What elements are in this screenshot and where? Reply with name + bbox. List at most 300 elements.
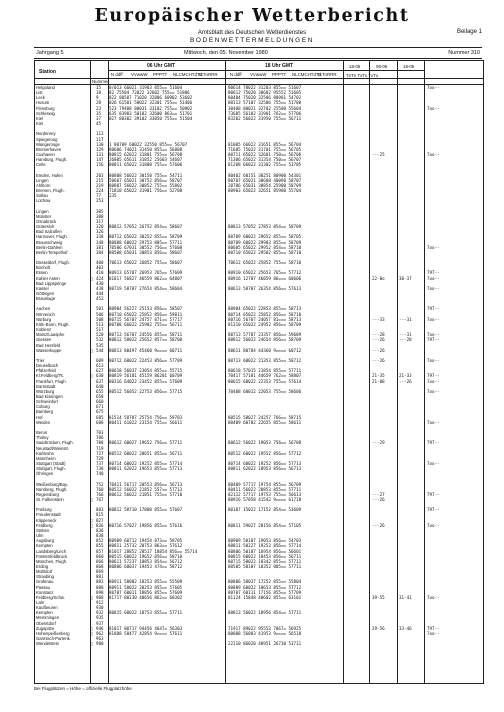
obs06-code: 80316 64022 23452 855== 57609	[109, 378, 183, 384]
station-name: Bad Hersfeld	[36, 342, 61, 348]
station-number: 317	[96, 218, 104, 224]
station-name: Kl.Feldberg/Ts.	[36, 373, 64, 379]
station-number: 131	[96, 151, 104, 157]
station-name: Kahler Asten	[36, 275, 60, 281]
temp-06-06: ---26	[372, 357, 385, 363]
header-divider	[108, 70, 425, 71]
obs06-code: 80712 65022 30252 855== 58709	[109, 234, 183, 240]
obs06-code: 80911 58002 18253 855== 55509	[109, 579, 183, 585]
obs18-code: 80811 62022 18953 856== 56713	[228, 466, 302, 472]
obs06-code: 81017 28852 28517 18854 856== 55714	[109, 548, 198, 554]
obs06-col-ppp: PPPTT	[153, 72, 168, 77]
remark: 7oo--	[427, 275, 440, 281]
station-number: 838	[96, 533, 104, 539]
remark: 797--	[427, 491, 440, 497]
station-name: Memmingen	[36, 615, 60, 621]
station-name: List	[36, 90, 43, 96]
obs06-code: 81817 56827 46559 862== 64807	[109, 275, 183, 281]
station-name: Braunschweig	[36, 239, 63, 245]
remark: 7oo--	[427, 85, 440, 90]
station-name: Giessen	[36, 337, 52, 343]
station-number: 147	[96, 157, 104, 163]
obs06-col-tx: TxTnRRR	[198, 72, 218, 77]
station-number: 18	[96, 90, 102, 96]
station-number: 912	[96, 600, 104, 605]
station-header: Station	[39, 69, 56, 75]
station-name: Kempten	[36, 610, 53, 616]
obs18-code: 80808 56003 41953 9==== 56510	[228, 630, 302, 636]
obs06-code: 82 75504 72022 32602 755== 51806	[109, 90, 190, 96]
station-number: 609	[96, 357, 104, 363]
station-name: Hamburg, Flugh.	[36, 157, 68, 163]
obs06-col-cloud: NLCMCHTdTd	[173, 72, 203, 77]
mountain-marker: □	[90, 497, 93, 502]
station-number: 706	[96, 435, 104, 441]
obs06-code: 80815 62022 31801 755== 56708	[109, 151, 183, 157]
station-name: Osnabrück	[36, 218, 57, 224]
obs18-code: 80709 60022 29903 855== 58709	[228, 239, 302, 245]
station-number: 224	[96, 188, 104, 193]
obs18-code: 80612 75020 30602 95552 51605	[228, 90, 302, 96]
obs06-code: 80812 58022 25652 857== 58708	[109, 337, 183, 343]
t1-header: 18-06	[349, 64, 361, 69]
station-number: 946	[96, 625, 104, 631]
station-number: 338	[96, 234, 104, 240]
obs18-header: 18 Uhr GMT	[265, 63, 294, 69]
obs18-code: 80613 58707 26354 856== 57613	[228, 285, 302, 291]
obs06-code: 80512 56052 22753 856== 57715	[109, 388, 183, 394]
station-number: 403	[96, 265, 104, 271]
obs18-code: 70612 65022 25852 755== 58710	[228, 260, 302, 266]
station-name: Frankfurt, Flugh.	[36, 378, 67, 384]
obs06-code: 022 80507 71020 32806 60902 53602	[109, 95, 193, 101]
station-name: Wangerooge	[36, 141, 60, 147]
station-name: Münster	[36, 213, 52, 219]
station-number: 658	[96, 394, 104, 399]
station-name: Gütersloh	[36, 224, 55, 230]
obs06-code: 235	[109, 193, 117, 199]
obs06-code: 80904 56227 25153 856== 58507	[109, 306, 183, 312]
station-name: Göttingen	[36, 291, 55, 296]
station-name: Schleswig	[36, 110, 55, 116]
station-name: Husum	[36, 100, 50, 106]
obs06-code: 80508 65031 30853 856== 58607	[109, 249, 183, 255]
remark: 7oo--	[427, 244, 440, 250]
station-number: 532	[96, 337, 104, 343]
station-name: Hohenpeißenberg	[36, 630, 70, 636]
obs18-code: 80113 57107 32506 755== 51708	[228, 100, 302, 106]
mountain-marker: □	[90, 630, 93, 636]
obs18-code: 80806 58037 17252 855== 55804	[228, 579, 302, 585]
report-subtitle: Amtsblatt des Deutschen Wetterdienstes	[197, 30, 307, 36]
station-number: 28	[96, 100, 102, 106]
station-number: 729	[96, 455, 104, 461]
temp-06-06: ---28	[372, 332, 385, 338]
station-number: 908	[96, 594, 104, 600]
station-name: Lüchow	[36, 198, 51, 204]
station-name: Lahr	[36, 600, 45, 605]
obs06-code: 80808 60022 29753 805== 57711	[109, 239, 183, 245]
station-number: 935	[96, 615, 104, 621]
obs18-code: 20706 65031 30854 25900 58709	[228, 182, 302, 188]
obs06-code: 80612 56022 21851 755== 57710	[109, 491, 183, 497]
obs06-code: 71818 65022 31901 756== 52708	[109, 188, 183, 193]
obs06-code: 80808 56022 30150 755== 54711	[109, 172, 183, 178]
obs18-code: 80909 50107 19053 856== 54703	[228, 538, 302, 544]
station-name: Karlsruhe	[36, 450, 54, 456]
station-number: 932	[96, 610, 104, 616]
station-number: 508	[96, 316, 104, 322]
station-name: Hannover, Flugh.	[36, 234, 68, 240]
station-number: 506	[96, 311, 104, 317]
station-name: Freiburg	[36, 507, 52, 513]
obs18-code: 80910 65022 25653 765== 57712	[228, 270, 302, 276]
obs06-code: 635 83903 50102 32600 863== 51701	[109, 110, 193, 116]
station-number: 430	[96, 280, 104, 286]
mountain-marker: □	[90, 641, 93, 647]
obs06-code: 80611 57237 18853 854== 56712	[109, 558, 183, 564]
station-number: 881	[96, 574, 104, 580]
remark: 7oo--	[427, 460, 440, 466]
station-number: 640	[96, 383, 104, 389]
station-number: 827	[96, 517, 104, 523]
station-number: 719	[96, 445, 104, 451]
obs06-code: 80606 74021 31450 855== 56808	[109, 146, 183, 152]
station-name: Neustadt/Weinstr.	[36, 445, 69, 451]
issue-number: Nummer 310	[448, 49, 480, 56]
station-number: 381	[96, 244, 104, 250]
report-title: Europäischer Wetterbericht	[94, 6, 410, 26]
obs18-code: 80605 65022 29952 854== 58710	[228, 244, 302, 250]
station-number: 630	[96, 373, 104, 379]
station-number: 930	[96, 605, 104, 611]
mountain-marker: □	[90, 275, 93, 281]
obs18-code: 71306 65022 31354 750== 56707	[228, 157, 302, 163]
obs06-code: 80811 62022 19653 855== 57713	[109, 466, 183, 472]
station-number: 937	[96, 620, 104, 626]
obs06-code: 80913 65707 26953 765== 57609	[109, 270, 183, 276]
remark: 7oo--	[427, 522, 440, 528]
obs18-code: 80809 60022 18653 855== 57712	[228, 584, 302, 590]
station-name: Stuttgart (Stadt)	[36, 460, 66, 466]
station-number: 520	[96, 332, 104, 338]
station-number: 400	[96, 260, 104, 266]
obs06-code: 80806 60037 19453 474== 58712	[109, 563, 183, 569]
station-number: 655	[96, 388, 104, 394]
obs18-code: 80710 65022 29502 855== 58710	[228, 249, 302, 255]
t3-header: 18-06	[403, 64, 415, 69]
station-number: 738	[96, 466, 104, 472]
obs06-code: 70506 67031 30552 756== 57608	[109, 244, 183, 250]
station-name: Bad Kissingen	[36, 394, 63, 399]
obs18-col-ppp: PPPTT	[272, 72, 287, 77]
obs18-code: 80714 60022 19252 856== 57713	[228, 460, 302, 466]
issue-info-bar	[34, 47, 482, 59]
station-number: 857	[96, 548, 104, 554]
station-name: Augsburg	[36, 538, 54, 544]
station-number: 613	[96, 363, 104, 369]
obs18-code: 80815 60022 18453 856== 56711	[228, 553, 302, 559]
station-name: Berlin-Dahlem	[36, 244, 63, 250]
obs06-code: 80812 58710 17800 855== 57607	[109, 507, 183, 513]
station-name: Garmisch-Partenk.	[36, 636, 71, 642]
obs18-code: 30408 80021 32702 25500 55604	[228, 105, 302, 111]
station-number: 156	[96, 162, 104, 168]
station-name: Fürstenfeldbruck	[36, 553, 68, 559]
station-number: 855	[96, 543, 104, 549]
station-number: 688	[96, 419, 104, 425]
station-name: Würzburg	[36, 388, 55, 394]
obs18-code: 80713 57707 23357 856== 59609	[228, 332, 302, 338]
station-number: 852	[96, 538, 104, 544]
obs18-code: 80811 50227 19253 856== 57714	[228, 543, 302, 549]
station-name: Kassel	[36, 285, 49, 291]
station-number: 23	[96, 105, 102, 111]
station-number: 637	[96, 378, 104, 384]
station-name: Cuxhaven	[36, 151, 55, 157]
mountain-marker: □	[90, 625, 93, 631]
obs18-code: 80615 60022 22353 755== 57614	[228, 378, 302, 384]
station-name: Bad Salzuflen	[36, 229, 62, 235]
remark: 7oo--	[427, 378, 440, 384]
station-name: Koblenz	[36, 327, 52, 333]
nummer-header: Nummer	[92, 79, 109, 84]
obs18-code: 81124 15848 40602 855== 63101	[228, 594, 302, 600]
remark: 7oo--	[427, 388, 440, 394]
station-name: Bad Lippspringe	[36, 280, 67, 286]
obs06-code: 80716 57027 19856 855== 57616	[109, 522, 183, 528]
obs06-header: 06 Uhr GMT	[147, 63, 176, 69]
station-number: 980	[96, 641, 104, 647]
obs06-code: 80612 60027 19652 756== 57711	[109, 440, 183, 446]
station-number: 9	[96, 95, 99, 101]
station-name: Soltau	[36, 193, 48, 199]
obs18-code: 80611 80784 44360 9==== 60712	[228, 347, 302, 353]
obs06-code: 50607 65021 30752 856== 58707	[109, 177, 183, 183]
obs18-code: 80505 58107 18352 885== 57711	[228, 563, 302, 569]
obs06-code: 81514 58707 25754 756== 59703	[109, 414, 183, 420]
obs18-code: 80811 59027 20156 854== 57105	[228, 522, 302, 528]
station-name: Norderney	[36, 131, 56, 137]
station-name: Kiel	[36, 121, 43, 127]
obs06-code: 80911 58022 20253 855== 57605	[109, 584, 183, 590]
temp-18-06b: ---31	[399, 332, 412, 338]
station-name: Bocholt	[36, 265, 50, 271]
station-name: Bremerhaven	[36, 146, 62, 152]
obs18-code: 70417 57101 44659 762== 58807	[228, 373, 302, 379]
station-number: 35	[96, 110, 102, 116]
mountain-marker: □	[90, 347, 93, 353]
obs06-col-vv: VVwwW	[131, 72, 148, 77]
station-number: 860	[96, 553, 104, 559]
obs06-code: 80411 61022 23154 755== 56611	[109, 419, 183, 425]
obs18-code: 73605 56102 31901 762== 57706	[228, 110, 302, 116]
obs18-code: 80813 56022 18956 854== 57711	[228, 610, 302, 616]
station-number: 766	[96, 491, 104, 497]
station-number: 660	[96, 399, 104, 405]
station-name: Mainz/Laasphe	[36, 332, 65, 338]
obs06-code: 80512 56022 21852 557== 57713	[109, 486, 183, 492]
station-name: Coburg	[36, 404, 50, 410]
station-number: 888	[96, 584, 104, 590]
station-name: Oberstdorf	[36, 620, 56, 626]
station-number: 45	[96, 121, 102, 127]
obs06-code: 80710 65022 25852 856== 59811	[109, 311, 183, 317]
remark: 7oo--	[427, 332, 440, 338]
temp-06-06: ---26	[372, 497, 385, 502]
station-name: Regensburg	[36, 491, 59, 497]
obs06-code: 80715 56707 24757 871== 57717	[109, 316, 183, 322]
station-number: 963	[96, 636, 104, 642]
station-number: 113	[96, 131, 104, 137]
station-name: Mannheim	[36, 455, 56, 461]
obs06-col-n: N ddff	[111, 72, 123, 77]
obs06-code: 80618 56037 23054 855== 55715	[109, 368, 183, 374]
obs18-code: 22110 86020 40951 26730 53711	[228, 641, 302, 647]
station-number: 752	[96, 481, 104, 487]
beilage-label: Beilage 1	[456, 29, 482, 35]
station-number: 866	[96, 558, 104, 564]
temp-06-06: ---26	[372, 337, 385, 343]
obs06-code: 80811 25732 20753 863== 57612	[109, 543, 183, 549]
station-name: Lingen	[36, 208, 49, 214]
obs06-code: 80708 66022 25902 755== 56711	[109, 321, 183, 327]
remark: 797--	[427, 337, 440, 343]
temp-06-06: ---25	[372, 151, 385, 157]
station-number: 815	[96, 512, 104, 518]
obs06-code: 80719 58707 27654 854== 58604	[109, 285, 183, 291]
station-name: Bremen, Flugh.	[36, 188, 65, 193]
remark: 797--	[427, 373, 440, 379]
obs18-code: 80409 60702 22655 855== 58611	[228, 419, 302, 425]
obs18-code: 80806 50107 16954 856== 56601	[228, 548, 302, 554]
mountain-marker: □	[90, 373, 93, 379]
station-name: Tholey	[36, 435, 49, 441]
remark: 797--	[427, 440, 440, 446]
obs06-code: 80813 80497 45460 9==== 60711	[109, 347, 183, 353]
station-number: 535	[96, 342, 104, 348]
station-name: Wendelstein	[36, 641, 59, 647]
station-number: 308	[96, 213, 104, 219]
station-number: 410	[96, 270, 104, 276]
station-number: 868	[96, 563, 104, 569]
station-number: 203	[96, 172, 104, 178]
observation-table	[34, 60, 484, 684]
obs06-code: 80712 60022 22453 856== 57709	[109, 357, 183, 363]
station-name: Hof	[36, 414, 43, 420]
obs18-code: 80707 60111 17156 855== 57709	[228, 589, 302, 595]
obs18-code: 80713 60022 21353 855== 58712	[228, 357, 302, 363]
obs18-code: 80404 75020 32506 80901 54702	[228, 95, 302, 101]
station-name: Wasserkuppe	[36, 347, 62, 353]
station-number: 727	[96, 450, 104, 456]
station-number: 685	[96, 414, 104, 420]
table-row	[35, 641, 483, 646]
obs18-code: 80512 60022 19552 856== 57712	[228, 450, 302, 456]
mountain-marker: □	[90, 517, 93, 523]
station-number: 836	[96, 527, 104, 533]
station-number: 517	[96, 327, 104, 333]
obs18-col-n: N ddff	[230, 72, 242, 77]
obs18-code: 81005 66022 31651 855== 56704	[228, 141, 302, 147]
obs06-code: 80812 57052 26752 854== 58607	[109, 224, 183, 230]
obs18-code: 80916 57058 41542 9==== 61718	[228, 497, 302, 502]
station-number: 740	[96, 471, 104, 477]
station-name: Stötten	[36, 527, 50, 533]
station-name: Pfälzerfeld	[36, 368, 56, 374]
remark: 7oo--	[427, 151, 440, 157]
obs06-code: 026 61501 58022 32301 755== 51406	[109, 100, 193, 106]
obs06-code: 81808 58477 42854 9==== 57611	[109, 630, 183, 636]
obs18-code: 81208 66022 31302 755== 53705	[228, 162, 302, 168]
obs18-code: 80715 58022 18342 855== 57711	[228, 558, 302, 564]
station-name: Bamberg	[36, 409, 53, 415]
obs06-code: 80815 60022 18753 855== 57711	[109, 610, 183, 616]
station-name: Nürburg	[36, 316, 52, 322]
station-name: Ulm	[36, 533, 44, 539]
obs18-code: 80716 56707 24057 81=== 58713	[228, 316, 302, 322]
station-name: St. Falkenstein	[36, 497, 64, 502]
station-number: 424	[96, 275, 104, 281]
obs18-code: 80714 65022 25852 856== 58710	[228, 311, 302, 317]
station-number: 898	[96, 589, 104, 595]
remark: 7oo--	[427, 594, 440, 600]
obs18-col-cloud: NLCMCHTdTd	[292, 72, 322, 77]
obs18-code: 80614 78022 31203 855== 51607	[228, 85, 302, 90]
remark: 7oo--	[427, 285, 440, 291]
station-name: Celle	[36, 162, 46, 168]
station-name: Flensburg	[36, 105, 55, 111]
obs06-code: 80512 60022 20651 855== 56711	[109, 450, 183, 456]
temp-06-06: ---26	[372, 347, 385, 353]
obs18-code: 80903 65022 32651 85900 55704	[228, 188, 302, 193]
station-number: 77	[96, 193, 102, 199]
obs18-code: 80813 57052 27853 854== 58709	[228, 224, 302, 230]
station-name: Freudenstadt	[36, 512, 61, 518]
obs18-code: 83202 56022 31950 755== 56711	[228, 115, 302, 121]
station-name: Spiegeroog	[36, 136, 58, 142]
station-number: 129	[96, 146, 104, 152]
obs18-code: 80711 65022 32601 750== 56706	[228, 151, 302, 157]
obs18-code: 71917 89022 95553 7067= 56925	[228, 625, 302, 631]
obs18-code: 80612 56022 19053 756== 56708	[228, 440, 302, 446]
obs06-code: 80515 60022 19652 856== 58710	[109, 553, 183, 559]
station-name: Grafenau	[36, 579, 54, 585]
obs06-code: 80713 56707 24556 855== 58711	[109, 332, 183, 338]
station-name: Passau	[36, 584, 50, 590]
station-number: 15	[96, 85, 102, 90]
station-name: Stuttgart, Flugh.	[36, 466, 66, 472]
station-number: 671	[96, 404, 104, 410]
temp-06-06: 29-56	[372, 625, 385, 631]
station-name: Schweinfurt	[36, 399, 58, 405]
station-name: Emden, Hafen	[36, 172, 63, 178]
station-number: 708	[96, 440, 104, 446]
obs18-code: 80904 65022 22853 855== 58713	[228, 306, 302, 312]
remark: 797--	[427, 507, 440, 513]
temp-18-06b: 33-46	[399, 625, 412, 631]
station-name: Konstanz	[36, 589, 54, 595]
station-number: 320	[96, 224, 104, 230]
temp-18-06b: ---26	[399, 378, 412, 384]
station-number: 737	[96, 460, 104, 466]
station-name: Landsberg/Lech	[36, 548, 67, 554]
station-name: Feldberg	[36, 522, 53, 528]
station-number: 513	[96, 321, 104, 327]
obs06-code: 81717 80230 40656 862== 60302	[109, 594, 183, 600]
station-name: Deuselbach	[36, 363, 59, 369]
obs18-code: 80812 56022 24654 856== 58709	[228, 337, 302, 343]
